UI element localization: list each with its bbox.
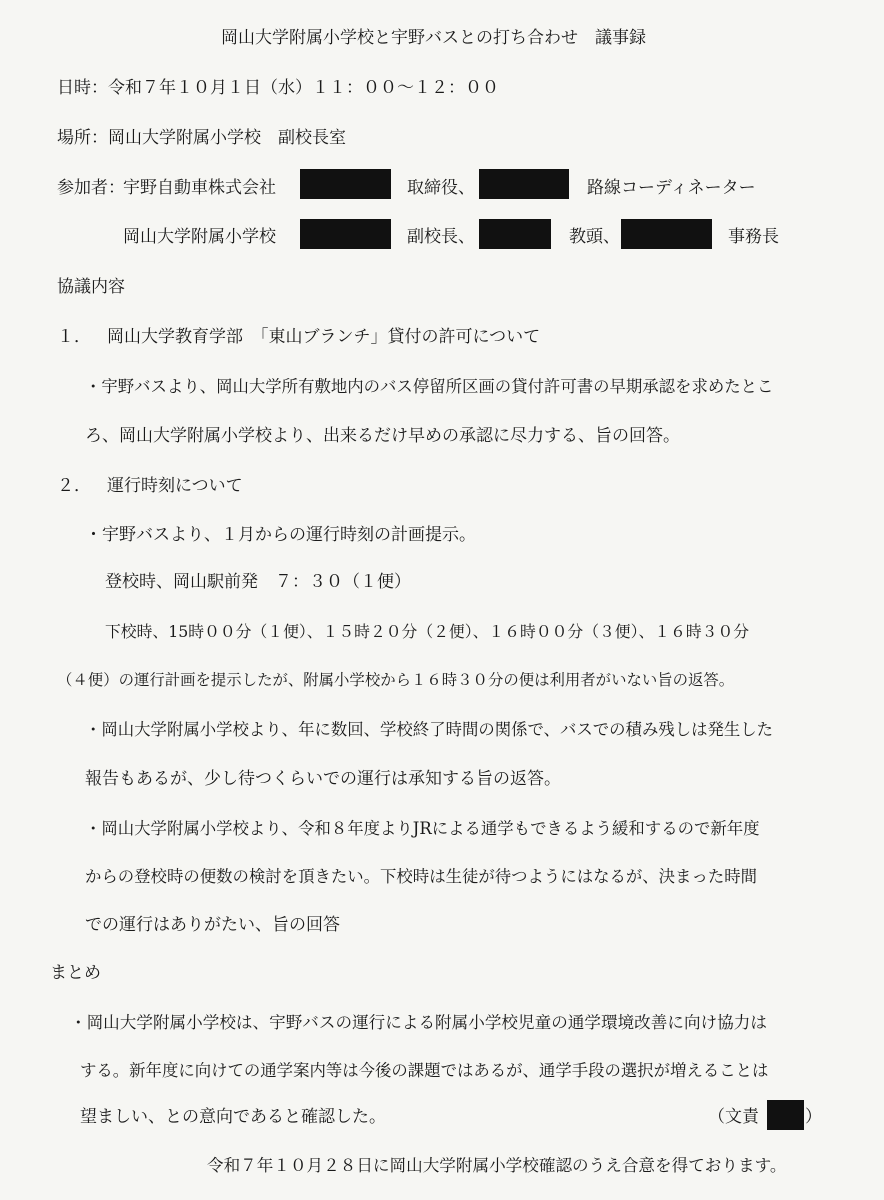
item-text: 報告もあるが、少し待つくらいでの運行は承知する旨の返答。 bbox=[85, 769, 561, 789]
redaction-box bbox=[479, 169, 569, 199]
redaction-box bbox=[300, 169, 391, 199]
summary-text: 望ましい、との意向であると確認した。 bbox=[80, 1107, 386, 1127]
agenda-heading: 協議内容 bbox=[57, 277, 125, 297]
redaction-box bbox=[767, 1100, 804, 1130]
summary-heading: まとめ bbox=[50, 963, 101, 983]
attendee-org-school: 岡山大学附属小学校 bbox=[123, 227, 276, 247]
item-text: 登校時、岡山駅前発 ７：３０（１便） bbox=[105, 572, 411, 592]
item-text: ・岡山大学附属小学校より、令和８年度よりJRによる通学もできるよう緩和するので新年度 bbox=[85, 819, 760, 838]
attendee-org-uno: 宇野自動車株式会社 bbox=[123, 178, 276, 198]
author-note: （文責 bbox=[708, 1107, 759, 1127]
item-text: （４便）の運行計画を提示したが、附属小学校から１６時３０分の便は利用者がいない旨の返答。 bbox=[57, 671, 735, 689]
meeting-place: 場所：岡山大学附属小学校 副校長室 bbox=[57, 128, 346, 148]
attendee-role: 事務長 bbox=[728, 227, 779, 247]
attendee-role: 副校長、 bbox=[407, 227, 475, 247]
item-text: ・岡山大学附属小学校より、年に数回、学校終了時間の関係で、バスでの積み残しは発生した bbox=[85, 720, 774, 739]
attendee-role: 取締役、 bbox=[407, 178, 475, 198]
summary-text: する。新年度に向けての通学案内等は今後の課題ではあるが、通学手段の選択が増えることは bbox=[80, 1061, 769, 1080]
redaction-box bbox=[621, 219, 712, 249]
meeting-datetime: 日時：令和７年１０月１日（水）１１：００～１２：００ bbox=[57, 78, 499, 98]
item-number: ２． bbox=[57, 476, 91, 496]
attendees-label: 参加者： bbox=[57, 178, 125, 198]
author-note-close: ） bbox=[805, 1107, 822, 1127]
item-title: 運行時刻について bbox=[107, 476, 243, 496]
attendee-role: 路線コーディネーター bbox=[587, 178, 756, 198]
attendee-role: 教頭、 bbox=[569, 227, 620, 247]
redaction-box bbox=[300, 219, 391, 249]
redaction-box bbox=[479, 219, 551, 249]
agreement-note: 令和７年１０月２８日に岡山大学附属小学校確認のうえ合意を得ております。 bbox=[207, 1156, 787, 1175]
item-text: ろ、岡山大学附属小学校より、出来るだけ早めの承認に尽力する、旨の回答。 bbox=[85, 426, 680, 446]
summary-text: ・岡山大学附属小学校は、宇野バスの運行による附属小学校児童の通学環境改善に向け協力は bbox=[70, 1013, 767, 1032]
item-text: からの登校時の便数の検討を頂きたい。下校時は生徒が待つようにはなるが、決まった時間 bbox=[85, 867, 758, 886]
document-title: 岡山大学附属小学校と宇野バスとの打ち合わせ 議事録 bbox=[221, 28, 646, 48]
item-title: 岡山大学教育学部 「東山ブランチ」貸付の許可について bbox=[107, 327, 541, 347]
item-text: 下校時、15時００分（１便）、１５時２０分（２便）、１６時００分（３便）、１６時３０分 bbox=[105, 622, 750, 641]
item-text: ・宇野バスより、１月からの運行時刻の計画提示。 bbox=[85, 525, 476, 545]
item-text: ・宇野バスより、岡山大学所有敷地内のバス停留所区画の貸付許可書の早期承認を求めたとこ bbox=[85, 377, 774, 396]
item-number: １． bbox=[57, 327, 91, 347]
item-text: での運行はありがたい、旨の回答 bbox=[85, 915, 340, 935]
